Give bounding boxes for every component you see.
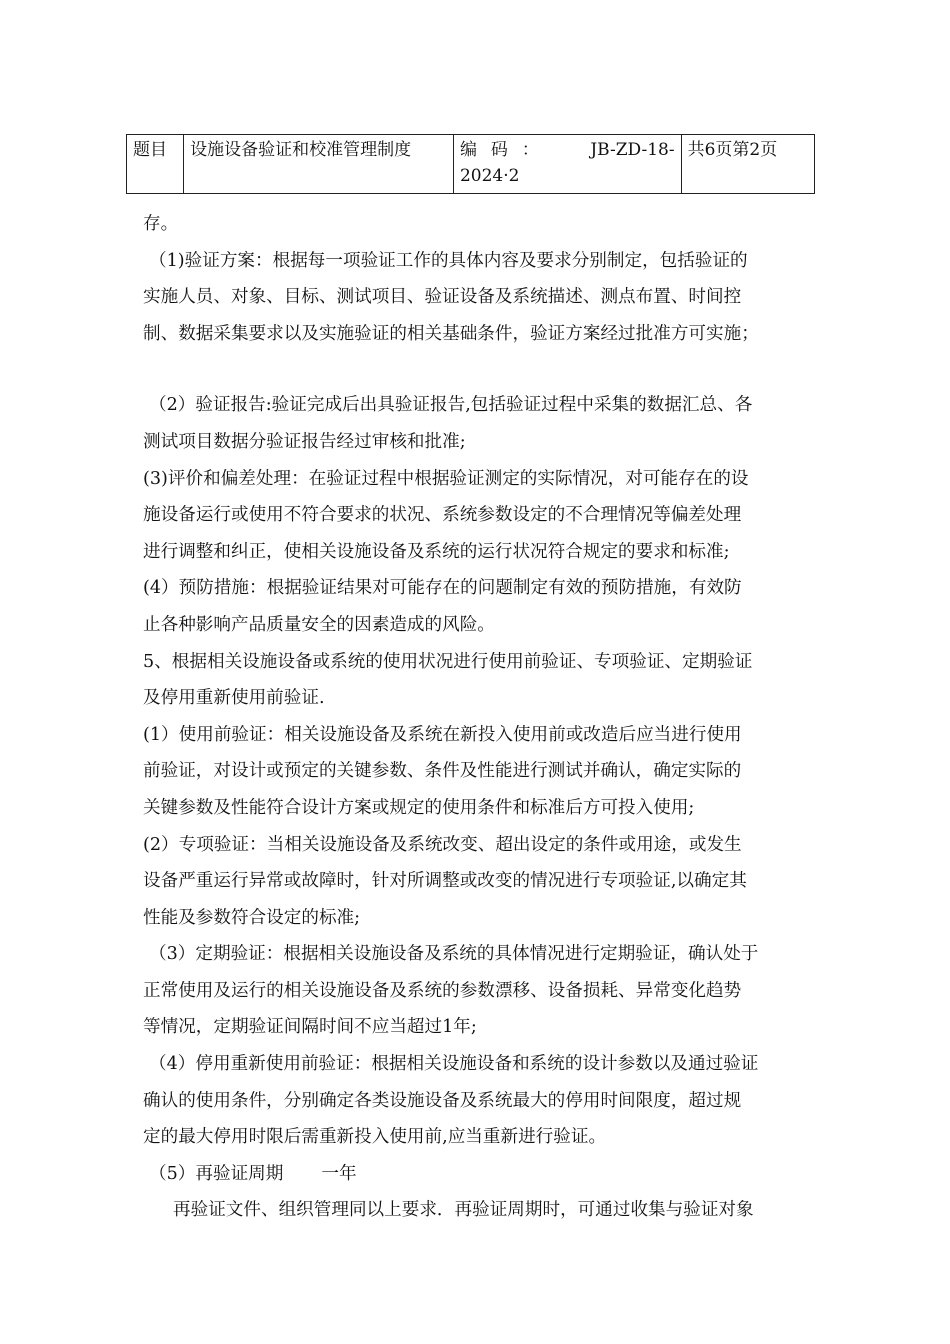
body-line: (2）专项验证：当相关设施设备及系统改变、超出设定的条件或用途，或发生 xyxy=(143,834,742,855)
document-body xyxy=(143,206,823,1229)
body-line: 施设备运行或使用不符合要求的状况、系统参数设定的不合理情况等偏差处理 xyxy=(143,505,742,526)
body-line: 止各种影响产品质量安全的因素造成的风险。 xyxy=(143,614,495,635)
body-line: 前验证，对设计或预定的关键参数、条件及性能进行测试并确认，确定实际的 xyxy=(143,761,742,782)
header-page-count: 共6页第2页 xyxy=(681,135,814,194)
body-line: 关键参数及性能符合设计方案或规定的使用条件和标准后方可投入使用; xyxy=(143,797,695,818)
header-code-label: 编码： xyxy=(459,140,553,160)
body-line: 确认的使用条件，分别确定各类设施设备及系统最大的停用时间限度，超过规 xyxy=(143,1090,742,1111)
body-line: 实施人员、对象、目标、测试项目、验证设备及系统描述、测点布置、时间控 xyxy=(143,287,742,308)
body-line: (3)评价和偏差处理：在验证过程中根据验证测定的实际情况，对可能存在的设 xyxy=(143,468,749,489)
header-code-value-part2: 2024·2 xyxy=(459,166,520,186)
body-line: 制、数据采集要求以及实施验证的相关基础条件，验证方案经过批准方可实施； xyxy=(143,323,759,344)
body-line: 正常使用及运行的相关设施设备及系统的参数漂移、设备损耗、异常变化趋势 xyxy=(143,980,742,1001)
header-title-label: 题目 xyxy=(127,135,184,194)
body-line: 进行调整和纠正，使相关设施设备及系统的运行状况符合规定的要求和标准; xyxy=(143,541,730,562)
body-line: 等情况，定期验证间隔时间不应当超过1年; xyxy=(143,1017,477,1038)
blank-line xyxy=(143,352,823,387)
body-line: 测试项目数据分验证报告经过审核和批准; xyxy=(143,431,466,452)
body-line: （2）验证报告:验证完成后出具验证报告,包括验证过程中采集的数据汇总、各 xyxy=(149,395,753,416)
header-document-title: 设施设备验证和校准管理制度 xyxy=(184,135,454,194)
body-line: （3）定期验证：根据相关设施设备及系统的具体情况进行定期验证，确认处于 xyxy=(149,944,759,965)
document-header-table xyxy=(126,134,815,194)
header-code-cell xyxy=(453,135,681,194)
cycle-label: （5）再验证周期 xyxy=(149,1163,284,1184)
body-line: 性能及参数符合设定的标准; xyxy=(143,907,361,928)
body-line: （1)验证方案：根据每一项验证工作的具体内容及要求分别制定，包括验证的 xyxy=(149,250,748,271)
body-line: (4）预防措施：根据验证结果对可能存在的问题制定有效的预防措施，有效防 xyxy=(143,578,742,599)
body-line: (1）使用前验证：相关设施设备及系统在新投入使用前或改造后应当进行使用 xyxy=(143,724,742,745)
cycle-line xyxy=(143,1156,823,1193)
cycle-value: 一年 xyxy=(321,1163,357,1184)
body-line: （4）停用重新使用前验证：根据相关设施设备和系统的设计参数以及通过验证 xyxy=(149,1054,759,1075)
body-line: 存。 xyxy=(143,214,179,234)
body-line: 再验证文件、组织管理同以上要求．再验证周期时，可通过收集与验证对象 xyxy=(173,1200,754,1221)
header-code-value-part1: JB-ZD-18- xyxy=(590,140,675,160)
body-line: 定的最大停用时限后需重新投入使用前,应当重新进行验证。 xyxy=(143,1127,607,1148)
body-line: 5、根据相关设施设备或系统的使用状况进行使用前验证、专项验证、定期验证 xyxy=(143,651,753,672)
body-line: 设备严重运行异常或故障时，针对所调整或改变的情况进行专项验证,以确定其 xyxy=(143,871,747,892)
body-line: 及停用重新使用前验证. xyxy=(143,688,325,709)
